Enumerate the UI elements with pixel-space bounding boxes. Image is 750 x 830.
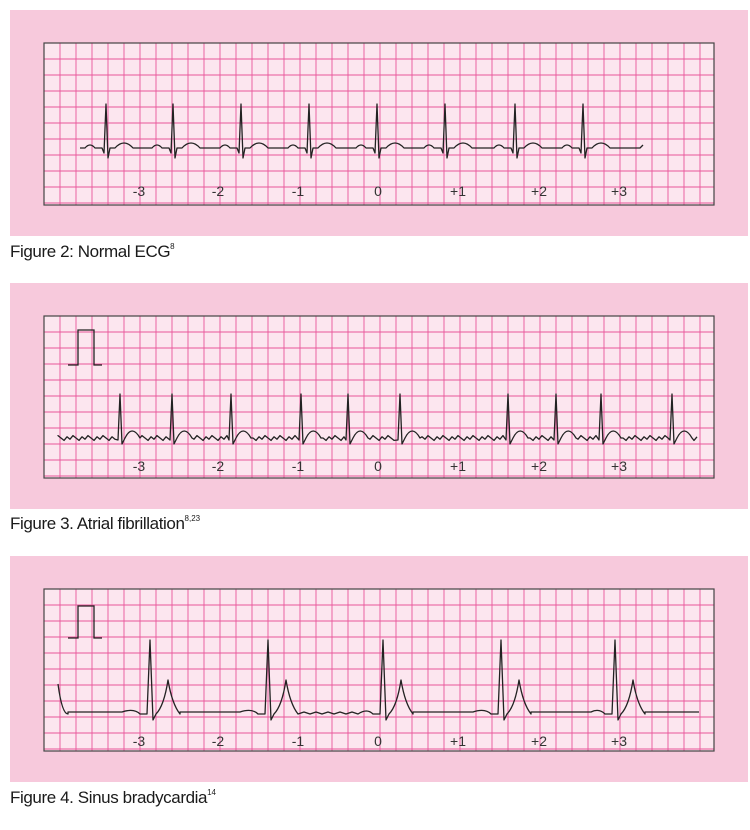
grid-background	[44, 316, 714, 478]
tick-label: +2	[531, 458, 547, 474]
tick-label: -2	[211, 183, 225, 199]
tick-label: +1	[450, 183, 466, 199]
figure-caption	[10, 514, 200, 534]
tick-label: 0	[374, 183, 382, 199]
ecg-strip-panel	[10, 556, 748, 782]
tick-label: 0	[374, 733, 382, 749]
tick-label: -1	[291, 183, 305, 199]
figure-atrial-fibrillation	[10, 283, 748, 533]
tick-label: -1	[291, 458, 305, 474]
ecg-strip-panel	[10, 283, 748, 509]
tick-label: -2	[211, 733, 225, 749]
figure-caption	[10, 242, 175, 262]
figure-caption	[10, 788, 216, 808]
tick-label: +3	[611, 733, 627, 749]
grid-background	[44, 43, 714, 205]
tick-label: -3	[132, 458, 146, 474]
tick-label: -2	[211, 458, 225, 474]
tick-label: +2	[531, 733, 547, 749]
tick-label: -3	[132, 733, 146, 749]
tick-label: +2	[531, 183, 547, 199]
tick-label: +3	[611, 183, 627, 199]
tick-label: +1	[450, 733, 466, 749]
figure-normal-ecg	[10, 10, 748, 261]
caption-reference: 14	[207, 788, 216, 797]
caption-reference: 8,23	[184, 514, 201, 523]
ecg-strip-panel	[10, 10, 748, 236]
caption-text: Figure 3. Atrial fibrillation	[10, 514, 185, 533]
ecg-strip-bradycardia	[10, 556, 748, 782]
tick-label: -3	[132, 183, 146, 199]
tick-label: 0	[374, 458, 382, 474]
tick-label: -1	[291, 733, 305, 749]
figure-sinus-bradycardia	[10, 556, 748, 807]
caption-text: Figure 2: Normal ECG	[10, 242, 171, 261]
caption-reference: 8	[170, 242, 175, 251]
ecg-strip-normal	[10, 10, 748, 236]
ecg-strip-afib	[10, 283, 748, 509]
caption-text: Figure 4. Sinus bradycardia	[10, 788, 208, 807]
tick-label: +3	[611, 458, 627, 474]
tick-label: +1	[450, 458, 466, 474]
